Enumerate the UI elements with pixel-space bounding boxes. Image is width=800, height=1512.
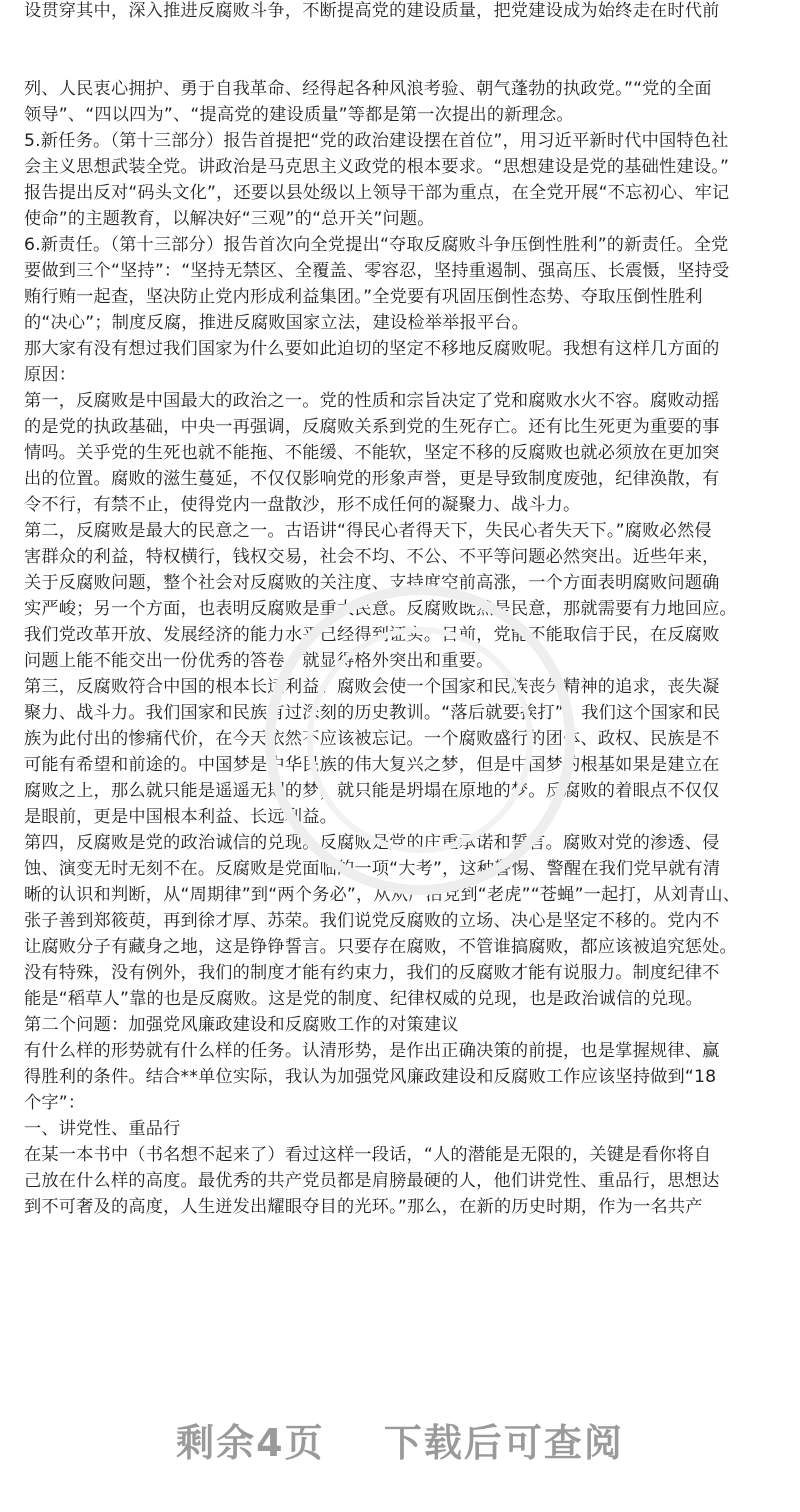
document-line: 领导”、“四以四为”、“提高党的建设质量”等都是第一次提出的新理念。 bbox=[24, 105, 574, 125]
document-line: 个字”： bbox=[24, 1093, 86, 1113]
document-line: 使命”的主题教育，以解决好“三观”的“总开关”问题。 bbox=[24, 209, 435, 229]
download-to-view-label: 下载后可查阅 bbox=[383, 1421, 624, 1465]
document-line: 报告提出反对“码头文化”，还要以县处级以上领导干部为重点，在全党开展“不忘初心、牢记 bbox=[24, 183, 730, 203]
document-line: 第四，反腐败是党的政治诚信的兑现。反腐败是党的庄重承诺和誓言。腐败对党的渗透、侵 bbox=[24, 833, 720, 853]
document-line: 贿行贿一起查，坚决防止党内形成利益集团。”全党要有巩固压倒性态势、夺取压倒性胜利 bbox=[24, 287, 703, 307]
document-line: 那大家有没有想过我们国家为什么要如此迫切的坚定不移地反腐败呢。我想有这样几方面的 bbox=[24, 339, 720, 359]
document-line: 的是党的执政基础，中央一再强调，反腐败关系到党的生死存亡。还有比生死更为重要的事 bbox=[24, 417, 720, 437]
document-line: 5.新任务。（第十三部分）报告首提把“党的政治建设摆在首位”，用习近平新时代中国特色社 bbox=[24, 131, 729, 151]
document-line: 第二，反腐败是最大的民意之一。古语讲“得民心者得天下，失民心者失天下。”腐败必然侵 bbox=[24, 521, 712, 541]
document-line: 列、人民衷心拥护、勇于自我革命、经得起各种风浪考验、朝气蓬勃的执政党。”“党的全面 bbox=[24, 79, 712, 99]
document-line: 第二个问题：加强党风廉政建设和反腐败工作的对策建议 bbox=[24, 1015, 459, 1035]
document-line: 是眼前，更是中国根本利益、长远利益。 bbox=[24, 807, 337, 827]
document-line: 有什么样的形势就有什么样的任务。认清形势，是作出正确决策的前提，也是掌握规律、赢 bbox=[24, 1041, 720, 1061]
document-line: 没有特殊，没有例外，我们的制度才能有约束力，我们的反腐败才能有说服力。制度纪律不 bbox=[24, 963, 720, 983]
document-line: 情吗。关乎党的生死也就不能拖、不能缓、不能软，坚定不移的反腐败也就必须放在更加突 bbox=[24, 443, 720, 463]
document-line: 第三，反腐败符合中国的根本长远利益。腐败会使一个国家和民族丧失精神的追求，丧失凝 bbox=[24, 677, 720, 697]
document-line: 会主义思想武装全党。讲政治是马克思主义政党的根本要求。“思想建设是党的基础性建设。” bbox=[24, 157, 730, 177]
document-line: 蚀、演变无时无刻不在。反腐败是党面临的一项“大考”，这种警惕、警醒在我们党早就有清 bbox=[24, 859, 721, 879]
document-line: 族为此付出的惨痛代价，在今天依然不应该被忘记。一个腐败盛行的团体、政权、民族是不 bbox=[24, 729, 720, 749]
document-line: 聚力、战斗力。我们国家和民族有过深刻的历史教训。“落后就要挨打”，我们这个国家和民 bbox=[24, 703, 721, 723]
document-line: 关于反腐败问题，整个社会对反腐败的关注度、支持度空前高涨，一个方面表明腐败问题确 bbox=[24, 573, 720, 593]
document-line: 得胜利的条件。结合**单位实际，我认为加强党风廉政建设和反腐败工作应该坚持做到“18 bbox=[24, 1067, 717, 1087]
document-top-line: 设贯穿其中，深入推进反腐败斗争，不断提高党的建设质量，把党建设成为始终走在时代前 bbox=[24, 1, 720, 21]
document-line: 让腐败分子有藏身之地，这是铮铮誓言。只要存在腐败，不管谁搞腐败，都应该被追究惩处。 bbox=[24, 937, 737, 957]
document-line: 要做到三个“坚持”：“坚持无禁区、全覆盖、零容忍，坚持重遏制、强高压、长震慑，坚持受 bbox=[24, 261, 730, 281]
document-line: 第一，反腐败是中国最大的政治之一。党的性质和宗旨决定了党和腐败水火不容。腐败动摇 bbox=[24, 391, 720, 411]
document-line: 一、讲党性、重品行 bbox=[24, 1119, 181, 1139]
document-line: 腐败之上，那么就只能是遥遥无期的梦，就只能是坍塌在原地的梦。反腐败的着眼点不仅仅 bbox=[24, 781, 720, 801]
document-line: 令不行，有禁不止，使得党内一盘散沙，形不成任何的凝聚力、战斗力。 bbox=[24, 495, 581, 515]
document-line: 害群众的利益，特权横行，钱权交易，社会不均、不公、不平等问题必然突出。近些年来， bbox=[24, 547, 720, 567]
document-line: 晰的认识和判断，从“周期律”到“两个务必”，从从严治党到“老虎”“苍蝇”一起打，从刘青山、 bbox=[24, 885, 741, 905]
document-line: 的“决心”；制度反腐，推进反腐败国家立法，建设检举举报平台。 bbox=[24, 313, 530, 333]
document-line: 张子善到郑筱萸，再到徐才厚、苏荣。我们说党反腐败的立场、决心是坚定不移的。党内不 bbox=[24, 911, 720, 931]
document-line: 我们党改革开放、发展经济的能力水平已经得到证实。目前，党能不能取信于民，在反腐败 bbox=[24, 625, 720, 645]
download-prompt[interactable] bbox=[0, 1412, 800, 1467]
document-body bbox=[24, 76, 786, 1220]
document-line: 能是“稻草人”靠的也是反腐败。这是党的制度、纪律权威的兑现，也是政治诚信的兑现。 bbox=[24, 989, 703, 1009]
document-line: 问题上能不能交出一份优秀的答卷，就显得格外突出和重要。 bbox=[24, 651, 494, 671]
document-line: 6.新责任。（第十三部分）报告首次向全党提出“夺取反腐败斗争压倒性胜利”的新责任。全党 bbox=[24, 235, 729, 255]
document-line: 在某一本书中（书名想不起来了）看过这样一段话，“人的潜能是无限的，关键是看你将自 bbox=[24, 1145, 712, 1165]
document-line: 己放在什么样的高度。最优秀的共产党员都是肩膀最硬的人，他们讲党性、重品行，思想达 bbox=[24, 1171, 720, 1191]
document-line: 出的位置。腐败的滋生蔓延，不仅仅影响党的形象声誉，更是导致制度废弛，纪律涣散，有 bbox=[24, 469, 720, 489]
document-line: 到不可奢及的高度，人生迸发出耀眼夺目的光环。”那么，在新的历史时期，作为一名共产 bbox=[24, 1197, 703, 1217]
document-line: 可能有希望和前途的。中国梦是中华民族的伟大复兴之梦，但是中国梦的根基如果是建立在 bbox=[24, 755, 720, 775]
document-line: 实严峻；另一个方面，也表明反腐败是重大民意。反腐败既然是民意，那就需要有力地回应。 bbox=[24, 599, 737, 619]
document-line: 原因： bbox=[24, 365, 77, 385]
remaining-pages-label: 剩余4页 bbox=[176, 1421, 325, 1465]
